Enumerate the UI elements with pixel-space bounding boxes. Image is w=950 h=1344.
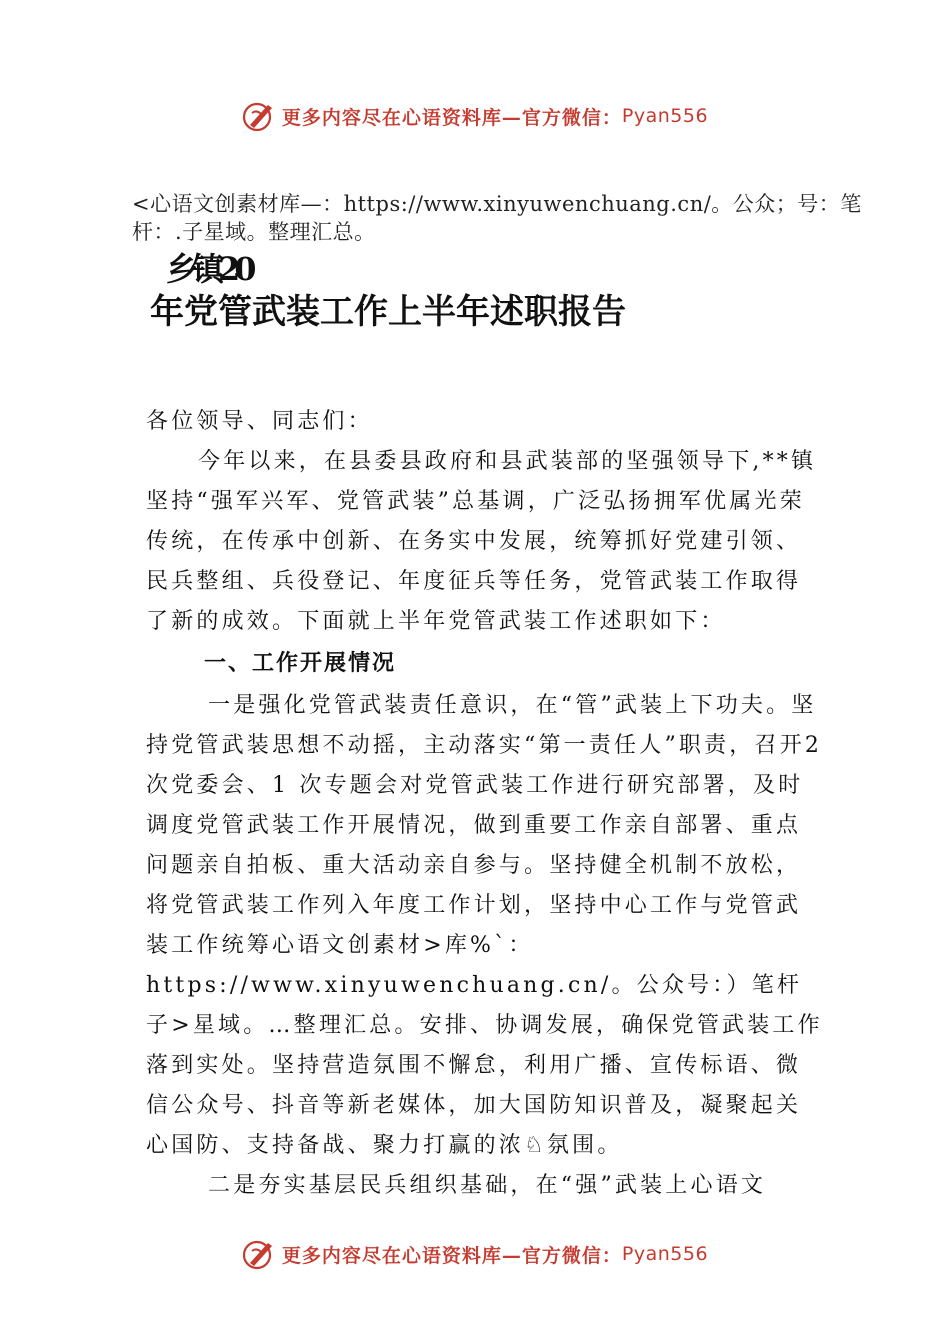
section-heading: 一、工作开展情况 (204, 651, 397, 676)
title-prefix: 乡镇20 (166, 250, 251, 288)
banner-contact: Pyan556 (621, 105, 709, 127)
footer-banner (0, 1232, 950, 1276)
header-banner (0, 94, 950, 138)
document-title: 年党管武装工作上半年述职报告 (150, 292, 626, 332)
banner-text: 更多内容尽在心语资料库—官方微信： (281, 106, 622, 129)
banner-contact: Pyan556 (621, 1243, 709, 1265)
pen-seal-icon (242, 1237, 276, 1271)
paragraph-1: 一是强化党管武装责任意识，在“管”武装上下功夫。坚持党管武装思想不动摇，主动落实“第一责任人”职责，召开2 次党委会、1 次专题会对党管武装工作进行研究部署，及时调度党管武装工作开展情况，做到重要工作亲自部署、重点问题亲自拍板、重大活动亲自参与。坚持健全机制不放松，将党管武装工作列入年度工作计划，坚持中心工作与党管武装工作统筹心语文创素材>库%`：https://www.xinyuwenchuang.cn/。公众号：）笔杆子>星域。…整理汇总。安排、协调发展，确保党管武装工作落到实处。坚持营造氛围不懈怠，利用广播、宣传标语、微信公众号、抖音等新老媒体，加大国防知识普及，凝聚起关心国防、支持备战、聚力打赢的浓♘氛围。 (146, 693, 823, 1158)
paragraph-2: 二是夯实基层民兵组织基础，在“强”武装上心语文 (208, 1173, 767, 1198)
pen-seal-icon (242, 99, 276, 133)
intro-paragraph: 今年以来，在县委县政府和县武装部的坚强领导下,**镇坚持“强军兴军、党管武装”总基调，广泛弘扬拥军优属光荣传统，在传承中创新、在务实中发展，统筹抓好党建引领、民兵整组、兵役登记、年度征兵等任务，党管武装工作取得了新的成效。下面就上半年党管武装工作述职如下： (146, 449, 817, 634)
salutation: 各位领导、同志们： (146, 409, 373, 434)
source-note: <心语文创素材库—：https://www.xinyuwenchuang.cn/。公众；号：笔杆：.子星域。整理汇总。 (132, 192, 862, 244)
banner-text: 更多内容尽在心语资料库—官方微信： (281, 1244, 622, 1267)
document-body (146, 402, 826, 1206)
